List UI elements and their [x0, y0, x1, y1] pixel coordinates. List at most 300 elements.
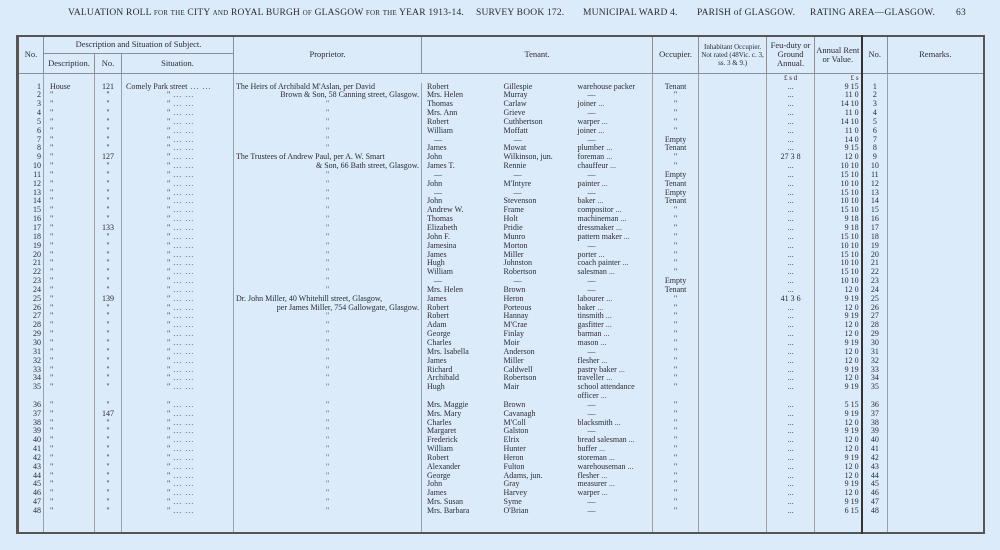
description: "	[44, 268, 95, 277]
description: "	[44, 277, 95, 286]
row-number-right: 21	[862, 259, 888, 268]
occupier: "	[653, 295, 699, 304]
tenant-occupation: —	[587, 91, 596, 100]
tenant-first-name: Mrs. Helen	[422, 91, 502, 100]
tenant-surname: Finlay	[503, 330, 524, 339]
remarks-cell	[888, 162, 984, 171]
feu-units: £ s d	[767, 73, 815, 83]
tenant-occupation: flesher ...	[576, 472, 653, 481]
house-number: "	[95, 206, 122, 215]
situation: " ...	[122, 339, 234, 348]
row-number: 9	[18, 153, 44, 162]
situation: " ...	[122, 144, 234, 153]
row-number-right: 45	[862, 480, 888, 489]
proprietor: "	[234, 339, 422, 348]
inhabitant-cell	[699, 189, 767, 198]
row-number-right: 27	[862, 312, 888, 321]
annual-rent: 9 19	[815, 366, 862, 375]
tenant-surname: Mair	[503, 383, 520, 392]
tenant-occupation: joiner ...	[576, 127, 653, 136]
situation: " ...	[122, 445, 234, 454]
tenant-occupation: school attendance	[577, 383, 635, 392]
proprietor: "	[234, 330, 422, 339]
row-number-right: 17	[862, 224, 888, 233]
feu-duty: ...	[767, 472, 815, 481]
table-row	[18, 180, 984, 189]
remarks-cell	[888, 233, 984, 242]
feu-duty: ...	[767, 454, 815, 463]
description: "	[44, 233, 95, 242]
occupier: "	[653, 100, 699, 109]
tenant-surname	[502, 392, 576, 401]
tenant-surname: Mowat	[503, 144, 527, 153]
annual-rent: 10 10	[815, 242, 862, 251]
remarks-cell	[888, 312, 984, 321]
occupier: Tenant	[653, 197, 699, 206]
feu-duty: ...	[767, 463, 815, 472]
description: "	[44, 357, 95, 366]
rating-area: RATING AREA—GLASGOW.	[810, 8, 936, 18]
description: "	[44, 304, 95, 313]
remarks-cell	[888, 410, 984, 419]
inhabitant-cell	[699, 197, 767, 206]
tenant-surname: Robertson	[503, 374, 537, 383]
table-row	[18, 330, 984, 339]
feu-duty: ...	[767, 312, 815, 321]
occupier: "	[653, 206, 699, 215]
description: "	[44, 109, 95, 118]
situation: " ...	[122, 268, 234, 277]
tenant-occupation: barman ...	[576, 330, 653, 339]
tenant-first-name: Mrs. Helen	[422, 286, 502, 295]
annual-rent: 10 10	[815, 162, 862, 171]
tenant-surname: Grieve	[503, 109, 526, 118]
house-number: 139	[95, 295, 122, 304]
row-number-right: 10	[862, 162, 888, 171]
tenant-first-name: Mrs. Mary	[422, 410, 502, 419]
row-number: 45	[18, 480, 44, 489]
description: "	[44, 410, 95, 419]
inhabitant-cell	[699, 498, 767, 507]
occupier: "	[653, 383, 699, 392]
situation: " ...	[122, 463, 234, 472]
inhabitant-cell	[699, 295, 767, 304]
inhabitant-cell	[699, 312, 767, 321]
tenant-occupation: warper ...	[576, 489, 653, 498]
tenant-first-name: Margaret	[422, 427, 502, 436]
occupier: "	[653, 401, 699, 410]
situation: " ...	[122, 304, 234, 313]
tenant-occupation: —	[587, 409, 596, 418]
description: "	[44, 507, 95, 516]
inhabitant-cell	[699, 109, 767, 118]
tenant-occupation: foreman ...	[576, 153, 653, 162]
feu-duty: ...	[767, 127, 815, 136]
annual-rent: 15 10	[815, 268, 862, 277]
remarks-cell	[888, 197, 984, 206]
remarks-cell	[888, 268, 984, 277]
remarks-cell	[888, 427, 984, 436]
description: "	[44, 295, 95, 304]
situation: " ...	[122, 312, 234, 321]
proprietor: "	[234, 286, 422, 295]
situation: " ...	[122, 489, 234, 498]
inhabitant-cell	[699, 507, 767, 516]
table-row	[18, 251, 984, 260]
occupier: "	[653, 436, 699, 445]
house-number: "	[95, 366, 122, 375]
situation: " ...	[122, 127, 234, 136]
row-number: 21	[18, 259, 44, 268]
annual-rent: 9 15	[815, 144, 862, 153]
description: "	[44, 180, 95, 189]
table-row	[18, 83, 984, 92]
tenant-first-name: —	[422, 171, 502, 180]
annual-rent: 12 0	[815, 436, 862, 445]
table-row	[18, 277, 984, 286]
annual-rent: 12 0	[815, 330, 862, 339]
proprietor	[234, 392, 422, 401]
situation: " ...	[122, 233, 234, 242]
annual-rent: 15 10	[815, 189, 862, 198]
feu-duty: ...	[767, 498, 815, 507]
situation: " ...	[122, 366, 234, 375]
description: "	[44, 224, 95, 233]
situation: " ...	[122, 206, 234, 215]
annual-rent: 9 19	[815, 498, 862, 507]
occupier: "	[653, 153, 699, 162]
proprietor: "	[234, 427, 422, 436]
situation: " ...	[122, 171, 234, 180]
tenant-occupation: pastry baker ...	[576, 366, 653, 375]
feu-duty: ...	[767, 268, 815, 277]
tenant-surname: Munro	[503, 232, 526, 241]
remarks-cell	[888, 480, 984, 489]
occupier	[653, 392, 699, 401]
feu-duty: ...	[767, 339, 815, 348]
feu-duty: ...	[767, 401, 815, 410]
remarks-cell	[888, 472, 984, 481]
tenant-first-name: Thomas	[422, 100, 502, 109]
feu-duty: ...	[767, 374, 815, 383]
tenant-first-name: Hugh	[422, 383, 502, 392]
house-number: "	[95, 180, 122, 189]
col-no: No.	[18, 36, 44, 73]
feu-duty: ...	[767, 357, 815, 366]
tenant-occupation: —	[587, 277, 596, 286]
table-row	[18, 383, 984, 392]
table-row	[18, 339, 984, 348]
table-row	[18, 427, 984, 436]
row-number: 43	[18, 463, 44, 472]
proprietor: "	[234, 480, 422, 489]
description: "	[44, 374, 95, 383]
annual-rent: 10 10	[815, 259, 862, 268]
feu-duty: ...	[767, 436, 815, 445]
row-number: 18	[18, 233, 44, 242]
row-number-right: 20	[862, 251, 888, 260]
occupier: "	[653, 454, 699, 463]
description: "	[44, 136, 95, 145]
occupier: "	[653, 463, 699, 472]
proprietor: "	[234, 366, 422, 375]
row-number: 12	[18, 180, 44, 189]
remarks-cell	[888, 180, 984, 189]
tenant-first-name: Elizabeth	[422, 224, 502, 233]
row-number-right: 18	[862, 233, 888, 242]
situation: " ...	[122, 286, 234, 295]
tenant-first-name: Jamesina	[422, 242, 502, 251]
inhabitant-cell	[699, 436, 767, 445]
description: "	[44, 427, 95, 436]
situation: " ...	[122, 100, 234, 109]
house-number: "	[95, 189, 122, 198]
description: "	[44, 251, 95, 260]
house-number: "	[95, 472, 122, 481]
tenant-first-name: John	[422, 197, 502, 206]
col-feu-duty: Feu-duty or Ground Annual.	[767, 36, 815, 73]
row-number: 27	[18, 312, 44, 321]
annual-rent: 10 10	[815, 277, 862, 286]
row-number: 11	[18, 171, 44, 180]
house-number: 121	[95, 83, 122, 92]
row-number-right: 42	[862, 454, 888, 463]
remarks-cell	[888, 206, 984, 215]
tenant-occupation: warehouse packer	[577, 82, 636, 91]
situation: " ...	[122, 259, 234, 268]
table-row	[18, 197, 984, 206]
col-annual-rent: Annual Rent or Value.	[815, 36, 862, 73]
feu-duty: ...	[767, 162, 815, 171]
proprietor: "	[234, 197, 422, 206]
row-number: 31	[18, 348, 44, 357]
tenant-surname: Gray	[503, 480, 520, 489]
occupier: "	[653, 357, 699, 366]
parish: PARISH of GLASGOW.	[697, 8, 796, 18]
house-number: "	[95, 454, 122, 463]
row-number: 2	[18, 91, 44, 100]
occupier: "	[653, 489, 699, 498]
tenant-surname: Porteous	[503, 303, 532, 312]
house-number: "	[95, 480, 122, 489]
proprietor: "	[234, 277, 422, 286]
situation: " ...	[122, 118, 234, 127]
row-number: 37	[18, 410, 44, 419]
situation: " ...	[122, 215, 234, 224]
annual-rent: 9 19	[815, 383, 862, 392]
remarks-cell	[888, 419, 984, 428]
row-number-right: 41	[862, 445, 888, 454]
remarks-cell	[888, 498, 984, 507]
table-row	[18, 206, 984, 215]
occupier: Tenant	[653, 286, 699, 295]
tenant-occupation: —	[587, 188, 596, 197]
row-number: 33	[18, 366, 44, 375]
occupier: "	[653, 251, 699, 260]
tenant-occupation: —	[587, 427, 596, 436]
table-row	[18, 224, 984, 233]
inhabitant-cell	[699, 427, 767, 436]
house-number: "	[95, 401, 122, 410]
occupier: "	[653, 480, 699, 489]
inhabitant-cell	[699, 277, 767, 286]
proprietor: per James Miller, 754 Gallowgate, Glasgow.	[234, 304, 422, 313]
occupier: "	[653, 118, 699, 127]
tenant-first-name: James	[422, 251, 502, 260]
tenant-occupation: —	[587, 347, 596, 356]
tenant-occupation: compositor ...	[576, 206, 653, 215]
proprietor: "	[234, 136, 422, 145]
remarks-cell	[888, 436, 984, 445]
remarks-cell	[888, 374, 984, 383]
row-number-right: 38	[862, 419, 888, 428]
row-number: 7	[18, 136, 44, 145]
feu-duty: ...	[767, 118, 815, 127]
annual-rent: 14 0	[815, 136, 862, 145]
tenant-first-name: Robert	[422, 304, 502, 313]
description: "	[44, 153, 95, 162]
table-row	[18, 295, 984, 304]
row-number: 39	[18, 427, 44, 436]
inhabitant-cell	[699, 383, 767, 392]
tenant-first-name: Alexander	[422, 463, 502, 472]
row-number-right: 48	[862, 507, 888, 516]
tenant-surname: Galston	[503, 427, 529, 436]
tenant-occupation: officer ...	[576, 392, 653, 401]
table-row	[18, 357, 984, 366]
tenant-occupation: machineman ...	[576, 215, 653, 224]
row-number: 30	[18, 339, 44, 348]
tenant-surname: —	[513, 170, 522, 179]
inhabitant-cell	[699, 180, 767, 189]
proprietor: "	[234, 233, 422, 242]
proprietor: "	[234, 321, 422, 330]
tenant-surname: —	[513, 277, 522, 286]
tenant-first-name: Robert	[422, 118, 502, 127]
row-number-right: 23	[862, 277, 888, 286]
row-number: 47	[18, 498, 44, 507]
description: "	[44, 242, 95, 251]
remarks-cell	[888, 251, 984, 260]
tenant-occupation: painter ...	[576, 180, 653, 189]
occupier: "	[653, 427, 699, 436]
col-tenant: Tenant.	[422, 36, 653, 73]
occupier: "	[653, 109, 699, 118]
tenant-first-name: Robert	[422, 83, 502, 92]
annual-rent: 14 10	[815, 100, 862, 109]
inhabitant-cell	[699, 251, 767, 260]
house-number: "	[95, 507, 122, 516]
inhabitant-cell	[699, 454, 767, 463]
occupier: "	[653, 162, 699, 171]
tenant-surname: Moffatt	[503, 126, 528, 135]
situation: " ...	[122, 189, 234, 198]
feu-duty: ...	[767, 445, 815, 454]
tenant-surname: Frame	[503, 206, 524, 215]
tenant-first-name: James	[422, 489, 502, 498]
house-number: "	[95, 330, 122, 339]
annual-rent: 10 10	[815, 197, 862, 206]
house-number: "	[95, 312, 122, 321]
inhabitant-cell	[699, 268, 767, 277]
table-row	[18, 242, 984, 251]
tenant-first-name: Richard	[422, 366, 502, 375]
situation: " ...	[122, 295, 234, 304]
occupier: Empty	[653, 277, 699, 286]
row-number-right: 22	[862, 268, 888, 277]
row-number: 38	[18, 419, 44, 428]
annual-rent: 9 19	[815, 480, 862, 489]
feu-duty: ...	[767, 233, 815, 242]
tenant-first-name: William	[422, 445, 502, 454]
annual-rent: 9 19	[815, 312, 862, 321]
tenant-occupation: pattern maker ...	[576, 233, 653, 242]
house-number: "	[95, 91, 122, 100]
tenant-first-name: John	[422, 480, 502, 489]
house-number: "	[95, 259, 122, 268]
tenant-occupation: buffer ...	[576, 445, 653, 454]
proprietor: "	[234, 498, 422, 507]
house-number: 133	[95, 224, 122, 233]
tenant-first-name: James	[422, 357, 502, 366]
table-row	[18, 100, 984, 109]
row-number: 34	[18, 374, 44, 383]
annual-rent: 6 15	[815, 507, 862, 516]
tenant-occupation: gasfitter ...	[576, 321, 653, 330]
house-number: "	[95, 109, 122, 118]
tenant-first-name: James	[422, 295, 502, 304]
inhabitant-cell	[699, 304, 767, 313]
inhabitant-cell	[699, 136, 767, 145]
table-row	[18, 127, 984, 136]
tenant-surname: M'Intyre	[503, 179, 532, 188]
tenant-first-name	[422, 392, 502, 401]
situation: " ...	[122, 180, 234, 189]
tenant-surname: Fulton	[503, 462, 525, 471]
feu-duty: ...	[767, 206, 815, 215]
tenant-surname: Hunter	[503, 445, 526, 454]
annual-rent: 12 0	[815, 286, 862, 295]
tenant-surname: Stevenson	[503, 197, 537, 206]
occupier: "	[653, 233, 699, 242]
inhabitant-cell	[699, 91, 767, 100]
situation: " ...	[122, 427, 234, 436]
proprietor: "	[234, 189, 422, 198]
row-number-right: 37	[862, 410, 888, 419]
proprietor: The Heirs of Archibald M'Aslan, per David	[234, 83, 422, 92]
tenant-surname: Pridie	[503, 224, 523, 232]
row-number: 40	[18, 436, 44, 445]
proprietor: "	[234, 100, 422, 109]
row-number-right: 24	[862, 286, 888, 295]
inhabitant-cell	[699, 392, 767, 401]
row-number: 17	[18, 224, 44, 233]
description: "	[44, 463, 95, 472]
remarks-cell	[888, 454, 984, 463]
inhabitant-cell	[699, 118, 767, 127]
situation: " ...	[122, 507, 234, 516]
remarks-cell	[888, 224, 984, 233]
remarks-cell	[888, 100, 984, 109]
tenant-surname: Morton	[503, 241, 528, 250]
tenant-first-name: William	[422, 127, 502, 136]
table-row	[18, 153, 984, 162]
row-number-right: 26	[862, 304, 888, 313]
table-row	[18, 312, 984, 321]
row-number-right: 16	[862, 215, 888, 224]
feu-duty: ...	[767, 304, 815, 313]
house-number: "	[95, 436, 122, 445]
